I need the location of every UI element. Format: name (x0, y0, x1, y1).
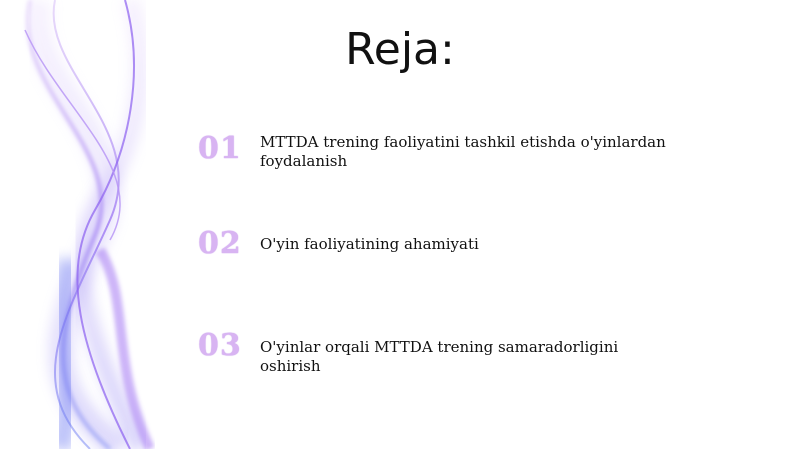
agenda-item-text: O'yin faoliyatining ahamiyati (260, 235, 479, 253)
agenda-item-number: 02 (198, 226, 242, 261)
smoke-wave-decoration (0, 0, 220, 449)
agenda-item-number: 03 (198, 328, 242, 363)
agenda-item-number: 01 (198, 131, 242, 166)
slide-title: Reja: (345, 24, 455, 75)
agenda-item-text: O'yinlar orqali MTTDA trening samaradorligini oshirish (260, 338, 619, 375)
agenda-item-text: MTTDA trening faoliyatini tashkil etishda o'yinlardan foydalanish (260, 133, 666, 170)
